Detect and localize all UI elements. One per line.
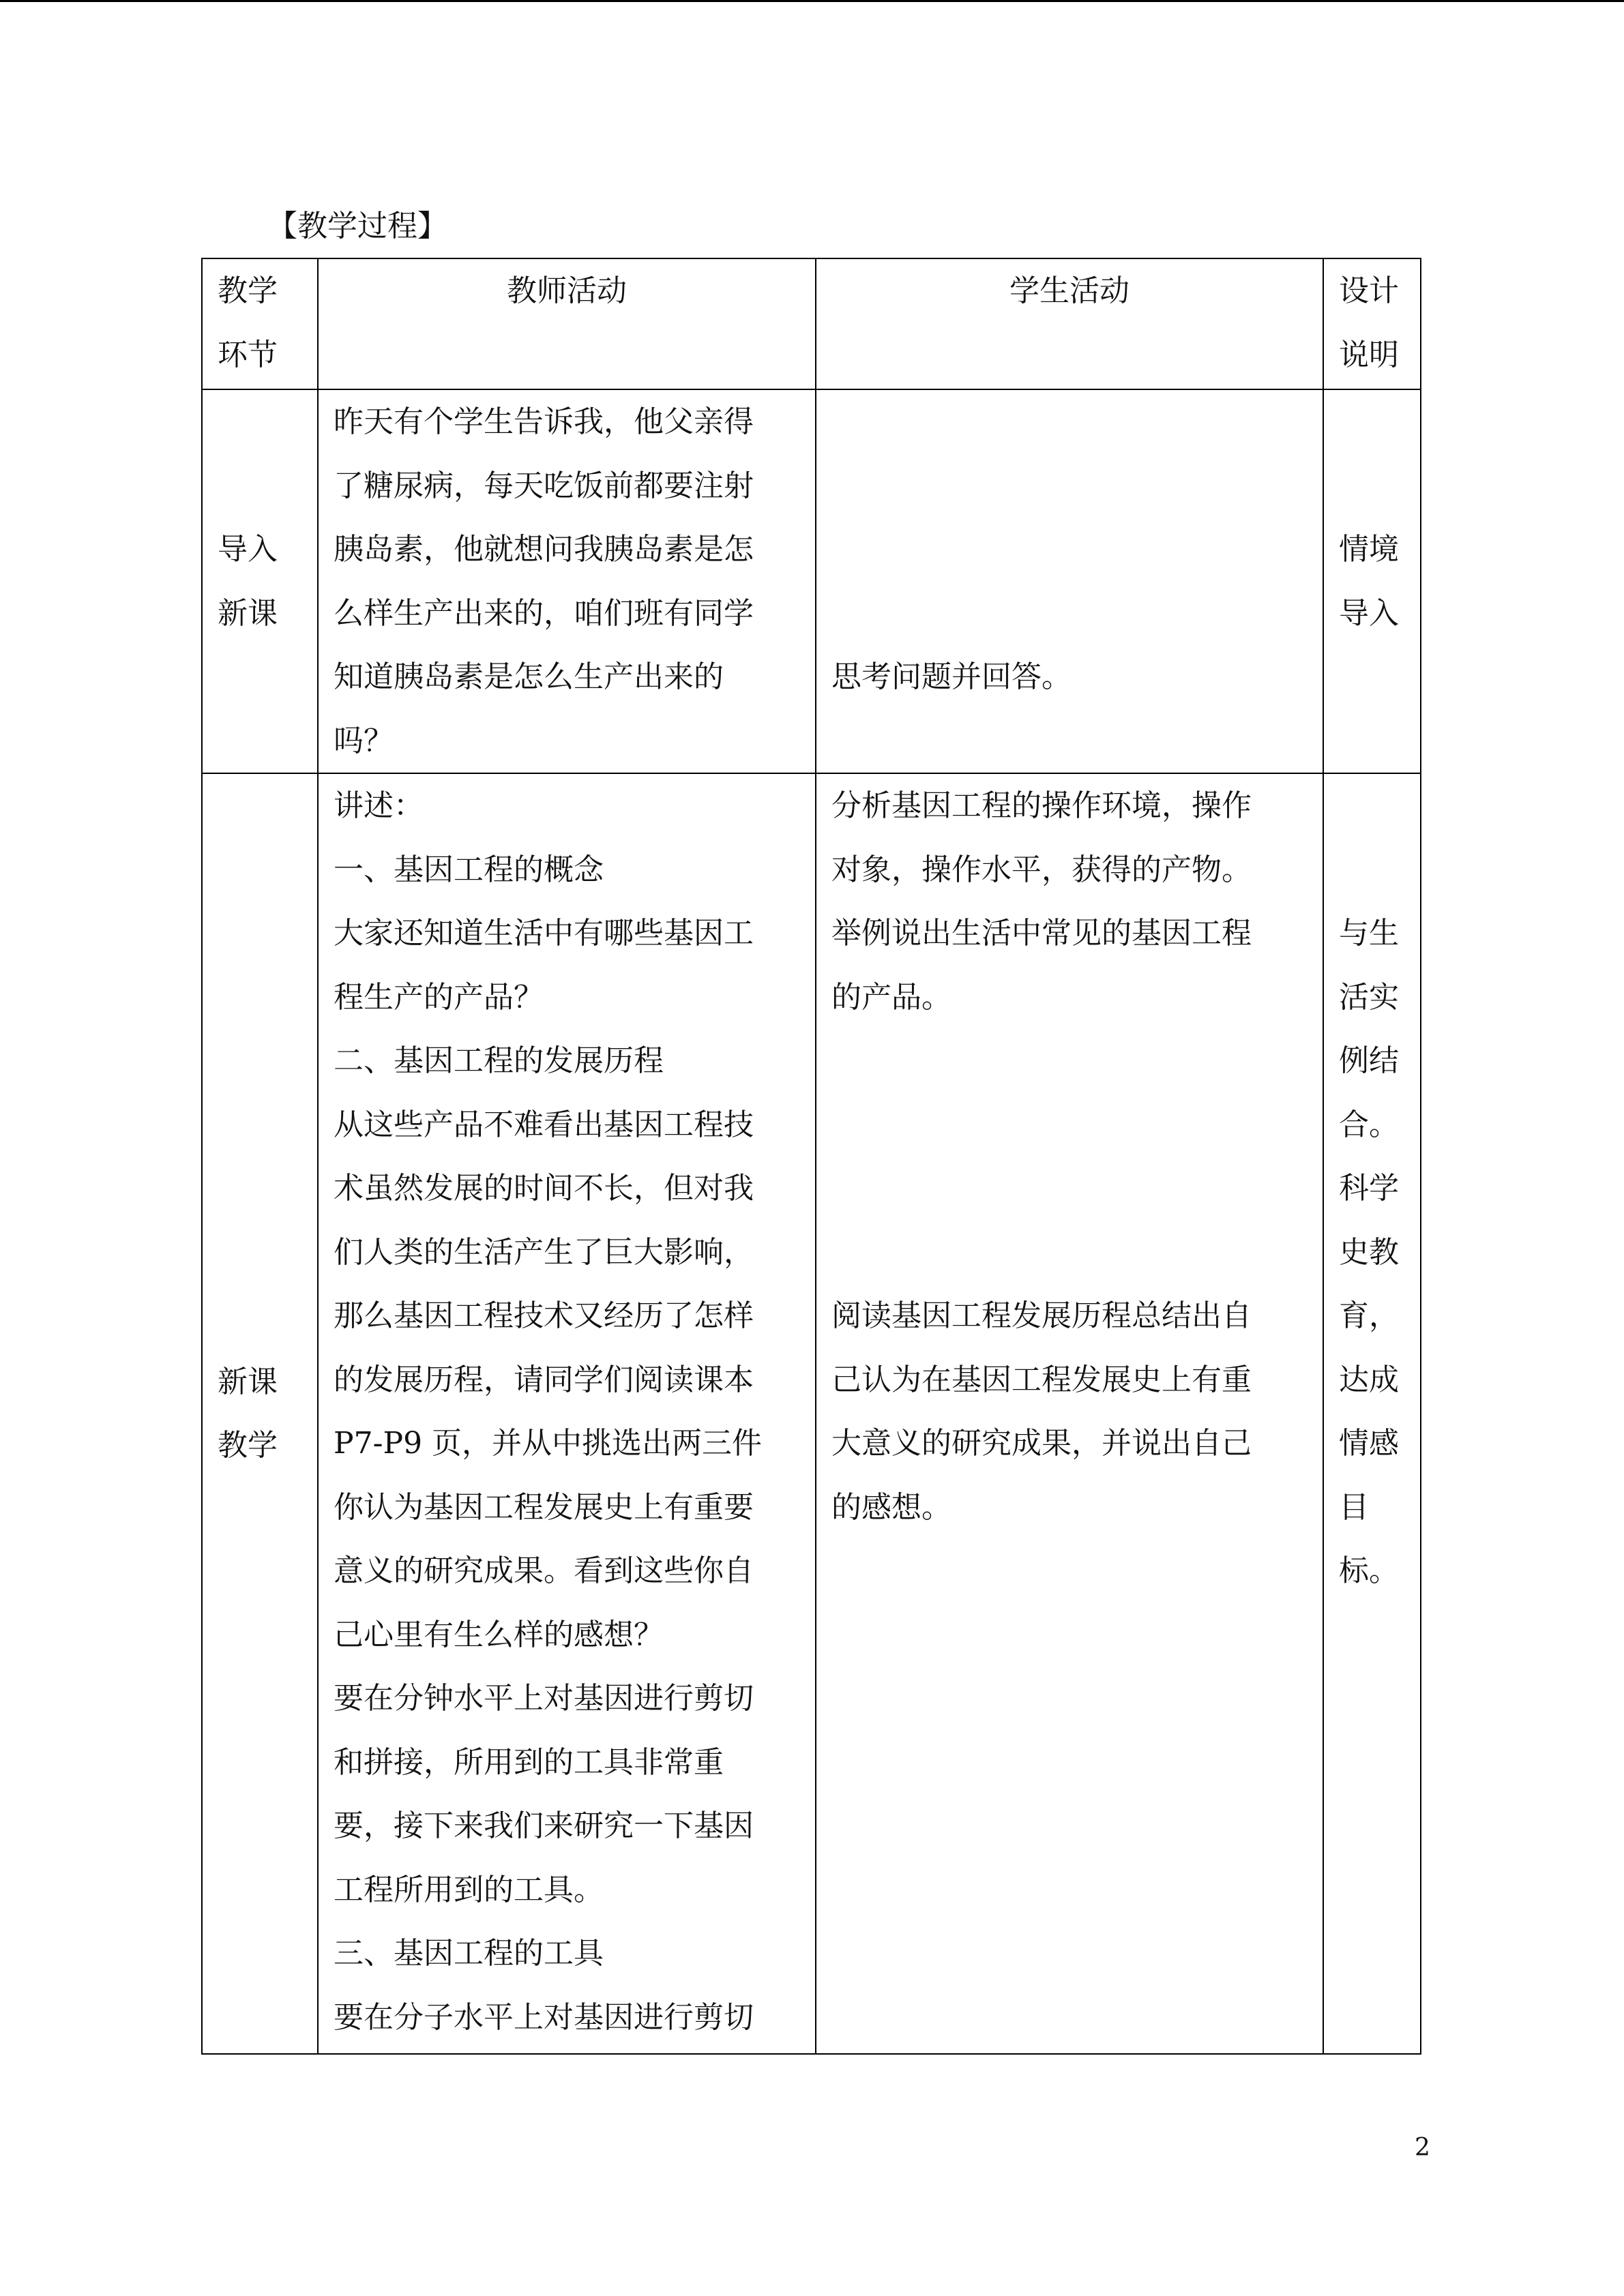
teacher-line: 二、基因工程的发展历程 <box>334 1043 664 1078</box>
table-row-new-lesson <box>202 773 1421 2054</box>
teacher-line: 要在分钟水平上对基因进行剪切 <box>334 1681 754 1716</box>
header-stage-line: 环节 <box>218 337 278 372</box>
teacher-line: 和拼接，所用到的工具非常重 <box>334 1744 724 1780</box>
note-line: 活实 <box>1339 979 1399 1015</box>
cell-student-intro <box>816 389 1323 773</box>
note-line: 标。 <box>1339 1553 1399 1588</box>
student-line: 分析基因工程的操作环境，操作 <box>831 788 1252 823</box>
student-line: 举例说出生活中常见的基因工程 <box>831 916 1252 951</box>
student-line: 阅读基因工程发展历程总结出自 <box>831 1298 1252 1333</box>
teacher-line: 程生产的产品？ <box>334 979 544 1015</box>
teacher-line: 三、基因工程的工具 <box>334 1936 604 1971</box>
cell-stage-intro <box>202 389 318 773</box>
note-line: 史教 <box>1339 1234 1399 1270</box>
note-line: 例结 <box>1339 1043 1399 1078</box>
section-heading: 【教学过程】 <box>267 209 447 243</box>
note-line: 达成 <box>1339 1362 1399 1397</box>
student-line: 的感想。 <box>831 1489 951 1525</box>
student-line: 己认为在基因工程发展史上有重 <box>831 1362 1252 1397</box>
stage-line: 新课 <box>218 1364 278 1399</box>
header-stage-line: 教学 <box>218 273 278 308</box>
teacher-line: 你认为基因工程发展史上有重要 <box>334 1489 754 1525</box>
teacher-line: 要，接下来我们来研究一下基因 <box>334 1808 754 1843</box>
note-line: 合。 <box>1339 1107 1399 1142</box>
lesson-process-table <box>201 258 1421 2055</box>
student-line: 大意义的研究成果，并说出自己 <box>831 1426 1252 1461</box>
cell-note-intro <box>1323 389 1421 773</box>
teacher-line: 工程所用到的工具。 <box>334 1872 604 1907</box>
header-note-line: 设计 <box>1339 273 1399 308</box>
teacher-line: P7-P9 页，并从中挑选出两三件 <box>334 1426 763 1461</box>
header-student <box>816 258 1323 389</box>
cell-stage-new <box>202 773 318 2054</box>
teacher-line: 从这些产品不难看出基因工程技 <box>334 1107 754 1142</box>
note-line: 情感 <box>1339 1426 1399 1461</box>
teacher-line: 么样生产出来的，咱们班有同学 <box>334 595 754 631</box>
note-line: 育， <box>1339 1298 1399 1333</box>
stage-line: 导入 <box>218 532 278 567</box>
teacher-line: 一、基因工程的概念 <box>334 852 604 887</box>
teacher-line: 那么基因工程技术又经历了怎样 <box>334 1298 754 1333</box>
teacher-line: 大家还知道生活中有哪些基因工 <box>334 916 754 951</box>
cell-teacher-new <box>318 773 816 2054</box>
table-row-intro <box>202 389 1421 773</box>
teacher-line: 吗？ <box>334 723 394 758</box>
header-stage <box>202 258 318 389</box>
note-line: 科学 <box>1339 1171 1399 1206</box>
top-border-line <box>0 0 1624 2</box>
student-line: 对象，操作水平，获得的产物。 <box>831 852 1252 887</box>
cell-note-new <box>1323 773 1421 2054</box>
table-header-row <box>202 258 1421 389</box>
header-note-line: 说明 <box>1339 337 1399 372</box>
teacher-line: 己心里有生么样的感想？ <box>334 1617 664 1652</box>
teacher-line: 的发展历程，请同学们阅读课本 <box>334 1362 754 1397</box>
teacher-line: 术虽然发展的时间不长，但对我 <box>334 1171 754 1206</box>
cell-teacher-intro <box>318 389 816 773</box>
stage-line: 教学 <box>218 1428 278 1463</box>
header-teacher-label: 教师活动 <box>507 273 627 308</box>
page-number: 2 <box>1415 2134 1430 2162</box>
teacher-line: 们人类的生活产生了巨大影响， <box>334 1234 754 1270</box>
teacher-line: 意义的研究成果。看到这些你自 <box>334 1553 754 1588</box>
note-line: 导入 <box>1339 595 1399 631</box>
teacher-line: 要在分子水平上对基因进行剪切 <box>334 1999 754 2035</box>
stage-line: 新课 <box>218 595 278 631</box>
student-line: 思考问题并回答。 <box>831 659 1072 694</box>
student-line: 的产品。 <box>831 979 951 1015</box>
header-student-label: 学生活动 <box>1009 273 1130 308</box>
header-teacher <box>318 258 816 389</box>
teacher-line: 知道胰岛素是怎么生产出来的 <box>334 659 724 694</box>
note-line: 情境 <box>1339 532 1399 567</box>
teacher-line: 讲述： <box>334 788 424 823</box>
teacher-line: 昨天有个学生告诉我，他父亲得 <box>334 404 754 439</box>
note-line: 目 <box>1339 1489 1369 1525</box>
cell-student-new <box>816 773 1323 2054</box>
teacher-line: 了糖尿病，每天吃饭前都要注射 <box>334 468 754 503</box>
note-line: 与生 <box>1339 916 1399 951</box>
teacher-line: 胰岛素，他就想问我胰岛素是怎 <box>334 532 754 567</box>
header-note <box>1323 258 1421 389</box>
